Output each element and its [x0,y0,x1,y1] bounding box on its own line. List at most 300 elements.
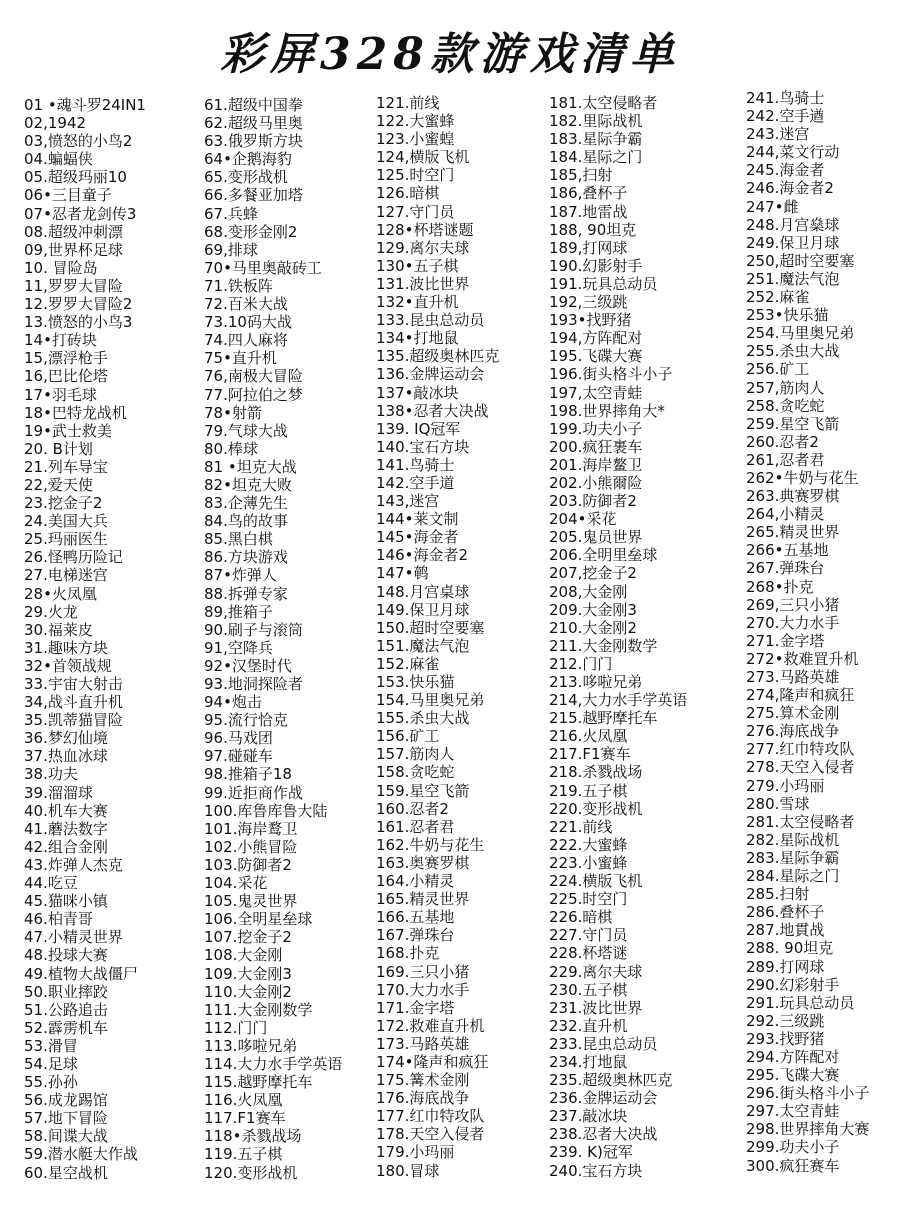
game-list-item: 172.救难直升机 [376,1016,485,1035]
game-list-item: 227.守门员 [549,926,628,945]
game-list-item: 213.哆啦兄弟 [549,673,643,691]
game-list-item: 297.太空青蛙 [746,1102,840,1121]
game-list-item: 06•三目童子 [24,186,112,205]
game-list-item: 50.职业摔跤 [24,982,108,1001]
game-list-item: 09,世界杯足球 [24,240,123,259]
game-list-item: 102.小熊冒险 [204,837,298,856]
game-list-item: 155.杀虫大战 [376,709,470,728]
game-list-item: 134•打地鼠 [376,329,459,348]
game-list-item: 38.功夫 [24,765,78,784]
game-list-item: 265.精灵世界 [746,523,840,542]
game-list-item: 251.魔法气泡 [746,269,840,288]
game-list-item: 94•炮击 [204,693,262,712]
game-list-item: 41.蘑法数字 [24,819,108,838]
game-list-item: 252.麻雀 [746,288,810,307]
game-list-item: 237.敲冰块 [549,1107,628,1126]
game-list-item: 190.幻影射手 [549,256,643,275]
game-list-item: 61.超级中国拳 [204,96,303,114]
game-list-item: 14•打砖块 [24,331,97,350]
game-list-item: 289.打网球 [746,957,825,976]
game-list-item: 171.金字塔 [376,998,455,1017]
game-list-item: 130•五子棋 [376,256,459,275]
game-list-item: 76,南极大冒险 [204,367,303,386]
game-list-column-4 [549,94,687,1180]
game-list-item: 60.星空战机 [24,1163,108,1182]
game-list-item: 32•首领战规 [24,656,112,675]
game-list-item: 17•羽毛球 [24,385,97,404]
game-list-item: 106.全明星垒球 [204,910,313,929]
game-list-item: 230.五子棋 [549,980,628,999]
game-list-item: 65.变形战机 [204,168,288,187]
game-list-item: 226.暗棋 [549,908,613,927]
game-list-item: 18•巴特龙战机 [24,403,127,422]
game-list-item: 246.海金者2 [746,179,834,198]
game-list-item: 205.鬼员世界 [549,528,643,547]
game-list-item: 242.空手遒 [746,107,825,126]
game-list-item: 201.海岸鳌卫 [549,455,643,474]
game-list-item: 220.变形战机 [549,799,643,818]
game-list-item: 272•救难罝升机 [746,649,859,668]
game-list-item: 178.天空入侵者 [376,1125,485,1144]
game-list-item: 21.列车导宝 [24,457,108,476]
game-list-item: 187.地雷战 [549,202,628,221]
game-list-item: 170.大力水手 [376,980,470,999]
game-list-item: 107.挖金子2 [204,928,292,947]
game-list-item: 162.牛奶与花生 [376,835,485,854]
game-list-item: 07•忍者龙剑传3 [24,204,137,223]
game-list-item: 24.美国大兵 [24,512,108,531]
game-list-item: 59.潜水艇大作战 [24,1145,138,1164]
game-list-item: 241.鸟骑士 [746,89,825,107]
game-list-item: 108.大金刚 [204,946,283,965]
game-list-item: 140.宝石方块 [376,437,470,456]
game-list-item: 247•雌 [746,197,799,216]
game-list-item: 133.昆虫总动员 [376,311,485,330]
game-list-item: 115.越野摩托车 [204,1073,313,1092]
game-list-item: 160.忍者2 [376,799,449,818]
game-list-item: 26.怪鸭历险记 [24,548,123,567]
game-list-item: 144•莱文制 [376,510,459,529]
game-list-item: 104.采花 [204,874,268,893]
game-list-item: 142.空手道 [376,473,455,492]
game-list-item: 48.投球大赛 [24,946,108,965]
game-list-item: 03,愤怒的小鸟2 [24,132,133,151]
game-list-item: 235.超级奥林匹克 [549,1071,673,1090]
game-list-item: 214,大力水手学英语 [549,691,688,710]
game-list-item: 161.忍者君 [376,817,455,836]
game-list-item: 117.F1赛车 [204,1109,286,1128]
game-list-item: 277.红巾特攻队 [746,740,855,759]
game-list-item: 51.公路追击 [24,1000,108,1019]
game-list-item: 212.门门 [549,654,613,673]
game-list-item: 44.吃豆 [24,874,78,893]
game-list-item: 259.星空飞箭 [746,414,840,433]
game-list-item: 223.小蜜蜂 [549,853,628,872]
game-list-item: 109.大金刚3 [204,964,292,983]
game-list-item: 199.功夫小子 [549,419,643,438]
game-list-item: 182.里际战机 [549,112,643,131]
game-list-item: 77.阿拉伯之梦 [204,385,303,404]
game-list-item: 266•五基地 [746,541,829,560]
game-list-item: 147•鹌 [376,564,429,583]
game-list-item: 85.黑白棋 [204,530,273,549]
game-list-item: 40.机车大赛 [24,801,108,820]
game-list-item: 231.波比世界 [549,998,643,1017]
game-list-item: 68.变形金刚2 [204,222,298,241]
game-list-item: 128•杯塔谜题 [376,220,474,239]
game-list-item: 282.星际战机 [746,830,840,849]
game-list-item: 255.杀虫大战 [746,342,840,361]
game-list-item: 30.福莱皮 [24,620,93,639]
game-list-item: 292.三级跳 [746,1011,825,1030]
game-list-item: 151.魔法气泡 [376,636,470,655]
game-list-item: 239. K)冠军 [549,1143,633,1162]
game-list-item: 250,超时空要塞 [746,251,855,270]
game-list-item: 72.百米大战 [204,295,288,314]
game-list-item: 02,1942 [24,114,87,133]
game-list-item: 285.扫射 [746,885,810,904]
game-list-item: 148.月宫桌球 [376,582,470,601]
game-list-item: 05.超级玛丽10 [24,168,127,187]
game-list-item: 221.前线 [549,817,613,836]
game-list-item: 193•找野猪 [549,311,632,330]
game-list-item: 264,小精灵 [746,505,825,524]
game-list-item: 22,爱天使 [24,475,93,494]
game-list-item: 202.小熊爾险 [549,473,643,492]
game-list-item: 13.愤怒的小鸟3 [24,313,133,332]
game-list-item: 67.兵蜂 [204,204,258,223]
game-list-item: 82•坦克大败 [204,475,292,494]
game-list-item: 276.海底战争 [746,722,840,741]
page-title: 彩屏328款游戏清单 [220,29,680,80]
game-list-item: 300.疯狂赛车 [746,1156,840,1175]
game-list-item: 254.马里奥兄弟 [746,324,855,343]
game-list-item: 42.组合金刚 [24,837,108,856]
game-list-item: 123.小蜜蝗 [376,130,455,149]
game-list-item: 192,三级跳 [549,293,628,312]
game-list-item: 191.玩具总动员 [549,274,658,293]
game-list-item: 69,排球 [204,240,258,259]
game-list-item: 207,挖金子2 [549,564,637,583]
game-list-item: 83.企薄先生 [204,494,288,513]
game-list-item: 275.算术金刚 [746,704,840,723]
game-list-item: 11,罗罗大冒险 [24,276,123,295]
game-list-item: 64•企鹅海豹 [204,150,292,169]
game-list-item: 146•海金者2 [376,546,469,565]
game-list-item: 234.打地鼠 [549,1052,628,1071]
game-list-item: 177.红巾特攻队 [376,1107,485,1126]
game-list-item: 49.植物大战僵尸 [24,964,138,983]
game-list-item: 54.足球 [24,1054,78,1073]
game-list-item: 181.太空侵略者 [549,94,658,112]
game-list-item: 01 •魂斗罗24IN1 [24,96,146,114]
game-list-item: 28•火凤凰 [24,584,97,603]
game-list-item: 95.流行恰克 [204,711,288,730]
game-list-item: 81 •坦克大战 [204,457,297,476]
game-list-item: 257,筋肉人 [746,378,825,397]
game-list-item: 73.10码大战 [204,313,292,332]
game-list-item: 233.昆虫总动员 [549,1034,658,1053]
game-list-item: 225.时空门 [549,890,628,909]
game-list-item: 209.大金刚3 [549,600,637,619]
game-list-item: 125.时空门 [376,166,455,185]
game-list-item: 52.霹雳机车 [24,1018,108,1037]
game-list-item: 296.街头格斗小子 [746,1084,870,1103]
game-list-item: 87•炸弹人 [204,566,277,585]
game-list-item: 34,战斗直升机 [24,693,123,712]
game-list-item: 240.宝石方块 [549,1161,643,1180]
game-list-item: 243.迷宫 [746,125,810,144]
game-list-item: 204•采花 [549,510,617,529]
game-list-item: 284.星际之门 [746,867,840,886]
game-list-item: 180.冒球 [376,1161,440,1180]
game-list-item: 244,菜文行动 [746,143,840,162]
game-list-item: 57.地下冒险 [24,1109,108,1128]
game-list-item: 84.鸟的故事 [204,512,288,531]
game-list-item: 287.地貫战 [746,921,825,940]
game-list-item: 278.天空入侵者 [746,758,855,777]
game-list-column-5 [746,89,869,1175]
game-list-item: 210.大金刚2 [549,618,637,637]
game-list-item: 33.宇宙大射击 [24,675,123,693]
game-list-item: 228.杯塔谜 [549,944,628,963]
game-list-item: 124,横版飞机 [376,148,470,167]
game-list-item: 90.刷子与滚筒 [204,620,303,639]
game-list-item: 103.防御者2 [204,855,292,874]
game-list-item: 203.防御者2 [549,492,637,511]
game-list-item: 35.凯蒂猫冒险 [24,711,123,730]
game-list-column-2 [204,96,342,1182]
game-list-item: 267.弹珠台 [746,559,825,578]
game-list-item: 293.找野猪 [746,1029,825,1048]
game-list-item: 219.五子棋 [549,781,628,800]
game-list-item: 113.哆啦兄弟 [204,1036,298,1055]
game-list-item: 156.矿工 [376,727,440,746]
game-list-item: 43.炸弹人杰克 [24,855,123,874]
game-list-item: 04.蝙蝠侠 [24,150,93,169]
game-list-item: 122.大蜜蜂 [376,112,455,131]
game-list-item: 25.玛丽医生 [24,530,108,549]
game-list-item: 166.五基地 [376,908,455,927]
game-list-item: 274,隆声和疯狂 [746,686,855,705]
game-list-item: 46.柏青哥 [24,910,93,929]
game-list-item: 86.方块游戏 [204,548,288,567]
game-list-item: 283.星际争霸 [746,848,840,867]
game-list-item: 238.忍者大决战 [549,1125,658,1144]
game-list-item: 119.五子棋 [204,1145,283,1164]
game-list-item: 185,扫射 [549,166,613,185]
game-list-item: 55.孙孙 [24,1073,78,1092]
game-list-item: 262•牛奶与花生 [746,468,859,487]
game-list-item: 120.变形战机 [204,1163,298,1182]
game-list-item: 206.全明里垒球 [549,546,658,565]
game-list-item: 232.直升机 [549,1016,628,1035]
game-list-item: 70•马里奥敲砖工 [204,258,322,277]
game-list-item: 288. 90坦克 [746,939,834,958]
game-list-item: 184.星际之门 [549,148,643,167]
game-list-item: 290.幻彩射手 [746,975,840,994]
game-list-item: 175.篝术金刚 [376,1071,470,1090]
game-list-item: 63.俄罗斯方块 [204,132,303,151]
game-list-item: 74.四人麻将 [204,331,288,350]
game-list-item: 12.罗罗大冒险2 [24,295,133,314]
game-list-item: 79.气球大战 [204,421,288,440]
game-list-item: 138•忍者大决战 [376,401,489,420]
game-list-item: 194,方阵配对 [549,329,643,348]
game-list-item: 53.滑冒 [24,1036,78,1055]
game-list-item: 189,打网球 [549,238,628,257]
game-list-item: 197,太空青蛙 [549,383,643,402]
game-list-item: 88.拆弹专家 [204,584,288,603]
game-list-item: 93.地洞探险者 [204,675,303,693]
game-list-item: 08.超级冲刺漂 [24,222,123,241]
game-list-item: 91,空降兵 [204,638,273,657]
game-list-item: 105.鬼灵世界 [204,892,298,911]
game-list-item: 56.成龙踢馆 [24,1091,108,1110]
game-list-item: 143,迷宫 [376,492,440,511]
game-list-item: 96.马戏团 [204,729,273,748]
game-list-item: 215.越野摩托车 [549,709,658,728]
game-list-item: 208,大金刚 [549,582,628,601]
game-list-item: 149.保卫月球 [376,600,470,619]
game-list-item: 169.三只小猪 [376,962,470,981]
game-list-item: 268•扑克 [746,577,814,596]
game-list-item: 78•射箭 [204,403,262,422]
game-list-item: 71.铁板阵 [204,276,273,295]
game-list-item: 224.横版飞机 [549,872,643,891]
game-list-item: 154.马里奥兄弟 [376,691,485,710]
game-list-item: 163.奥赛罗棋 [376,853,470,872]
game-list-item: 216.火凤凰 [549,727,628,746]
game-list-item: 153.快乐猫 [376,673,455,691]
game-list-item: 200.疯狂裹车 [549,437,643,456]
game-list-item: 114.大力水手学英语 [204,1054,343,1073]
game-list-item: 157.筋肉人 [376,745,455,764]
game-list-item: 98.推箱子18 [204,765,292,784]
game-list-item: 222.大蜜蜂 [549,835,628,854]
game-list-item: 188, 90坦克 [549,220,637,239]
game-list-item: 258.贪吃蛇 [746,396,825,415]
game-list-item: 45.猫咪小镇 [24,892,108,911]
game-list-item: 273.马路英雄 [746,668,840,686]
game-list-item: 99.近拒商作战 [204,783,303,802]
game-list-item: 186,叠杯子 [549,184,628,203]
game-list-item: 31.趣味方块 [24,638,108,657]
game-list-item: 217.F1赛车 [549,745,631,764]
game-list-item: 269,三只小猪 [746,595,840,614]
game-list-item: 167.弹珠台 [376,926,455,945]
game-list-column-3 [376,94,499,1180]
game-list-item: 112.门门 [204,1018,268,1037]
game-list-item: 39.溜溜球 [24,783,93,802]
game-list-item: 36.梦幻仙境 [24,729,108,748]
game-list-item: 80.棒球 [204,439,258,458]
game-list-item: 165.精灵世界 [376,890,470,909]
game-list-item: 75•直升机 [204,349,277,368]
game-list-item: 298.世界摔角大赛 [746,1120,870,1139]
game-list-item: 110.大金刚2 [204,982,292,1001]
game-list-item: 249.保卫月球 [746,233,840,252]
game-list-item: 58.间谍大战 [24,1127,108,1146]
game-list-item: 256.矿工 [746,360,810,379]
game-list-item: 271.金字塔 [746,631,825,650]
game-list-item: 270.大力水手 [746,613,840,632]
game-list-item: 126.暗棋 [376,184,440,203]
game-list-item: 253•快乐猫 [746,306,829,325]
game-list-item: 218.杀戮战场 [549,763,643,782]
game-list-item: 47.小精灵世界 [24,928,123,947]
game-list-item: 279.小玛丽 [746,776,825,795]
game-list-item: 97.碰碰车 [204,747,273,766]
game-list-item: 198.世界摔角大* [549,401,665,420]
game-list-item: 101.海岸鹜卫 [204,819,298,838]
game-list-item: 263.典赛罗棋 [746,487,840,506]
game-list-item: 92•汉堡时代 [204,656,292,675]
game-list-item: 37.热血冰球 [24,747,108,766]
game-list-item: 145•海金者 [376,528,459,547]
game-list-item: 174•隆声和疯狂 [376,1052,489,1071]
game-list-item: 164.小精灵 [376,872,455,891]
game-list-item: 158.贪吃蛇 [376,763,455,782]
game-list-item: 129.离尔夫球 [376,238,470,257]
game-list-item: 196.街头格斗小子 [549,365,673,384]
game-list-item: 195.飞碟大赛 [549,347,643,366]
game-list-item: 27.电梯迷宫 [24,566,108,585]
game-list-item: 291.玩具总动员 [746,993,855,1012]
game-list-item: 20. B计划 [24,439,93,458]
game-list-item: 229.离尔夫球 [549,962,643,981]
game-list-item: 16,巴比伦塔 [24,367,108,386]
game-list-item: 295.飞碟大赛 [746,1066,840,1085]
game-list-item: 66.多餐亚加塔 [204,186,303,205]
game-list-item: 211.大金刚数学 [549,636,658,655]
game-list-item: 132•直升机 [376,293,459,312]
game-list-item: 100.库鲁库鲁大陆 [204,801,328,820]
game-list-item: 111.大金刚数学 [204,1000,313,1019]
game-list-item: 89,推箱子 [204,602,273,621]
game-list-item: 131.波比世界 [376,274,470,293]
game-list-item: 62.超级马里奥 [204,114,303,133]
game-list-item: 280.雪球 [746,794,810,813]
game-list-item: 248.月宫燊球 [746,215,840,234]
game-list-item: 23.挖金子2 [24,494,103,513]
game-list-item: 141.鸟骑士 [376,455,455,474]
game-list-item: 183.星际争霸 [549,130,643,149]
game-list-item: 116.火凤凰 [204,1091,283,1110]
game-list-item: 152.麻雀 [376,654,440,673]
game-list-item: 150.超时空要塞 [376,618,485,637]
game-list-item: 135.超级奥林匹克 [376,347,500,366]
game-list-item: 294.方阵配对 [746,1047,840,1066]
game-list-item: 136.金牌运动会 [376,365,485,384]
game-list-item: 10. 冒险岛 [24,258,98,277]
game-list-item: 15,漂浮枪手 [24,349,108,368]
game-list-item: 281.太空侵略者 [746,812,855,831]
game-list-item: 179.小玛丽 [376,1143,455,1162]
game-list-item: 121.前线 [376,94,440,112]
game-list-item: 173.马路英雄 [376,1034,470,1053]
game-list-item: 19•武士救美 [24,421,112,440]
game-list-item: 299.功夫小子 [746,1138,840,1157]
game-list-item: 176.海底战争 [376,1089,470,1108]
game-list-item: 236.金牌运动会 [549,1089,658,1108]
game-list-item: 168.扑克 [376,944,440,963]
game-list-item: 139. IQ冠军 [376,419,461,438]
game-list-column-1 [24,96,146,1182]
game-list-item: 118•杀戮战场 [204,1127,302,1146]
game-list-item: 29.火龙 [24,602,78,621]
game-list-item: 159.星空飞箭 [376,781,470,800]
